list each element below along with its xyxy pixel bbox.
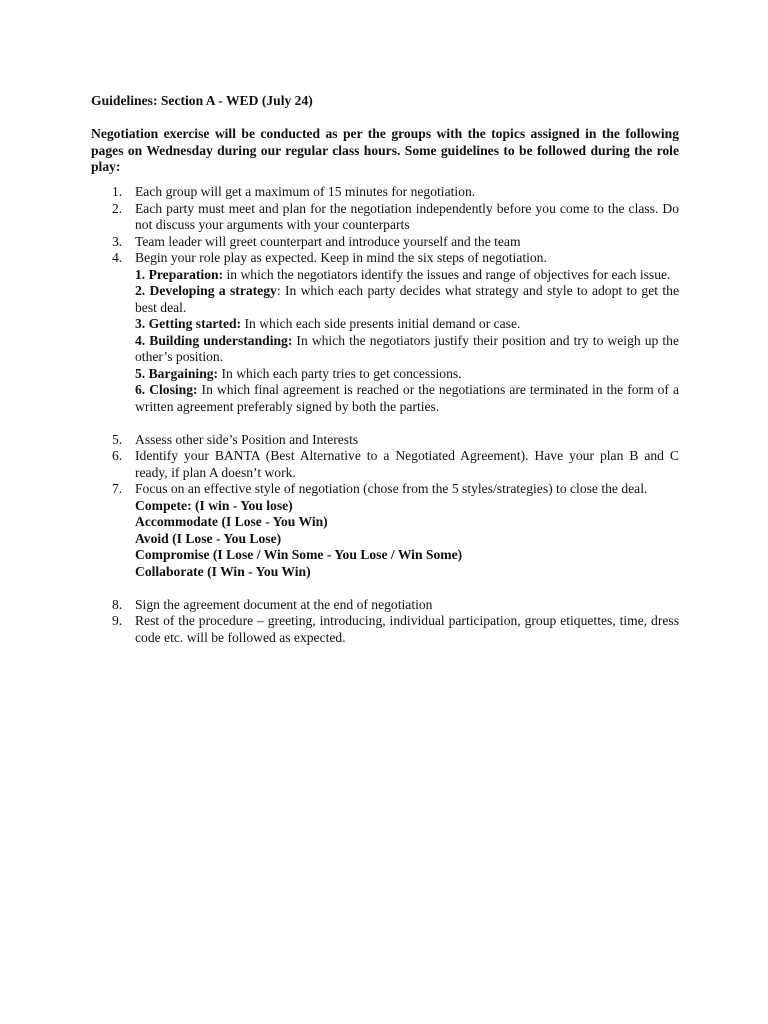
step-label: 5. Bargaining: — [135, 365, 219, 381]
spacer — [91, 415, 679, 432]
item-text: Each group will get a maximum of 15 minutes for negotiation. — [135, 184, 476, 199]
negotiation-style: Compete: (I win - You lose) — [135, 497, 293, 513]
item-number: 1. — [112, 184, 123, 199]
negotiation-style: Accommodate (I Lose - You Win) — [135, 514, 328, 529]
negotiation-step — [135, 267, 679, 284]
step-label: 1. Preparation: — [135, 266, 224, 282]
item-number: 9. — [112, 613, 123, 628]
item-number: 5. — [112, 431, 123, 447]
step-label: 3. Getting started: — [135, 316, 242, 331]
item-text: Rest of the procedure – greeting, introducing, individual participation, group etiquettes, time, dress code etc. will be followed as expected. — [135, 613, 679, 645]
item-text: Identify your BANTA (Best Alternative to a Negotiated Agreement). Have your plan B and C ready, if plan A doesn’t work. — [135, 448, 679, 480]
step-text: In which each side presents initial demand or case. — [241, 316, 521, 331]
step-text: In which each party tries to get concessions. — [218, 365, 462, 381]
step-label: 2. Developing a strategy — [135, 283, 277, 298]
negotiation-step — [135, 333, 679, 366]
guidelines-heading: Guidelines: Section A - WED (July 24) — [91, 93, 313, 108]
negotiation-step — [135, 283, 679, 316]
item-text: Begin your role play as expected. Keep in mind the six steps of negotiation. — [135, 250, 547, 265]
negotiation-style: Avoid (I Lose - You Lose) — [135, 530, 282, 546]
negotiation-style: Collaborate (I Win - You Win) — [135, 563, 311, 579]
intro-paragraph: Negotiation exercise will be conducted as per the groups with the topics assigned in the following pages on Wednesday during our regular class hours. Some guidelines to be followed during the role play: — [91, 126, 679, 174]
item-number: 7. — [112, 481, 123, 496]
negotiation-style: Compromise (I Lose / Win Some - You Lose / Win Some) — [135, 547, 463, 562]
list-item — [91, 597, 679, 614]
list-item — [91, 201, 679, 234]
item-number: 8. — [112, 596, 123, 612]
step-label: 6. Closing: — [135, 382, 198, 397]
item-number: 6. — [112, 448, 123, 463]
list-item — [91, 613, 679, 646]
step-label: 4. Building understanding: — [135, 332, 293, 348]
list-item — [91, 250, 679, 415]
item-text: Assess other side’s Position and Interests — [135, 431, 359, 447]
list-item — [91, 448, 679, 481]
item-text: Each party must meet and plan for the negotiation independently before you come to the class. Do not discuss your arguments with your counterparts — [135, 200, 679, 232]
negotiation-step — [135, 382, 679, 415]
spacer — [91, 580, 679, 597]
step-text: In which final agreement is reached or the negotiations are terminated in the form of a written agreement preferably signed by both the parties. — [135, 382, 679, 414]
item-number: 4. — [112, 250, 123, 265]
list-item — [91, 234, 679, 251]
negotiation-step — [135, 316, 679, 333]
step-text: In which the negotiators justify their position and try to weigh up the other’s position. — [135, 332, 679, 364]
item-number: 2. — [112, 200, 123, 216]
list-item — [91, 481, 679, 580]
guidelines-list — [91, 184, 679, 646]
step-text: : In which each party decides what strategy and style to adopt to get the best deal. — [135, 283, 679, 315]
item-text: Focus on an effective style of negotiation (chose from the 5 styles/strategies) to close the deal. — [135, 481, 648, 496]
step-text: in which the negotiators identify the issues and range of objectives for each issue. — [223, 266, 671, 282]
item-text: Team leader will greet counterpart and introduce yourself and the team — [135, 233, 521, 249]
item-number: 3. — [112, 233, 123, 249]
list-item — [91, 432, 679, 449]
negotiation-step — [135, 366, 679, 383]
list-item — [91, 184, 679, 201]
item-text: Sign the agreement document at the end of negotiation — [135, 596, 433, 612]
